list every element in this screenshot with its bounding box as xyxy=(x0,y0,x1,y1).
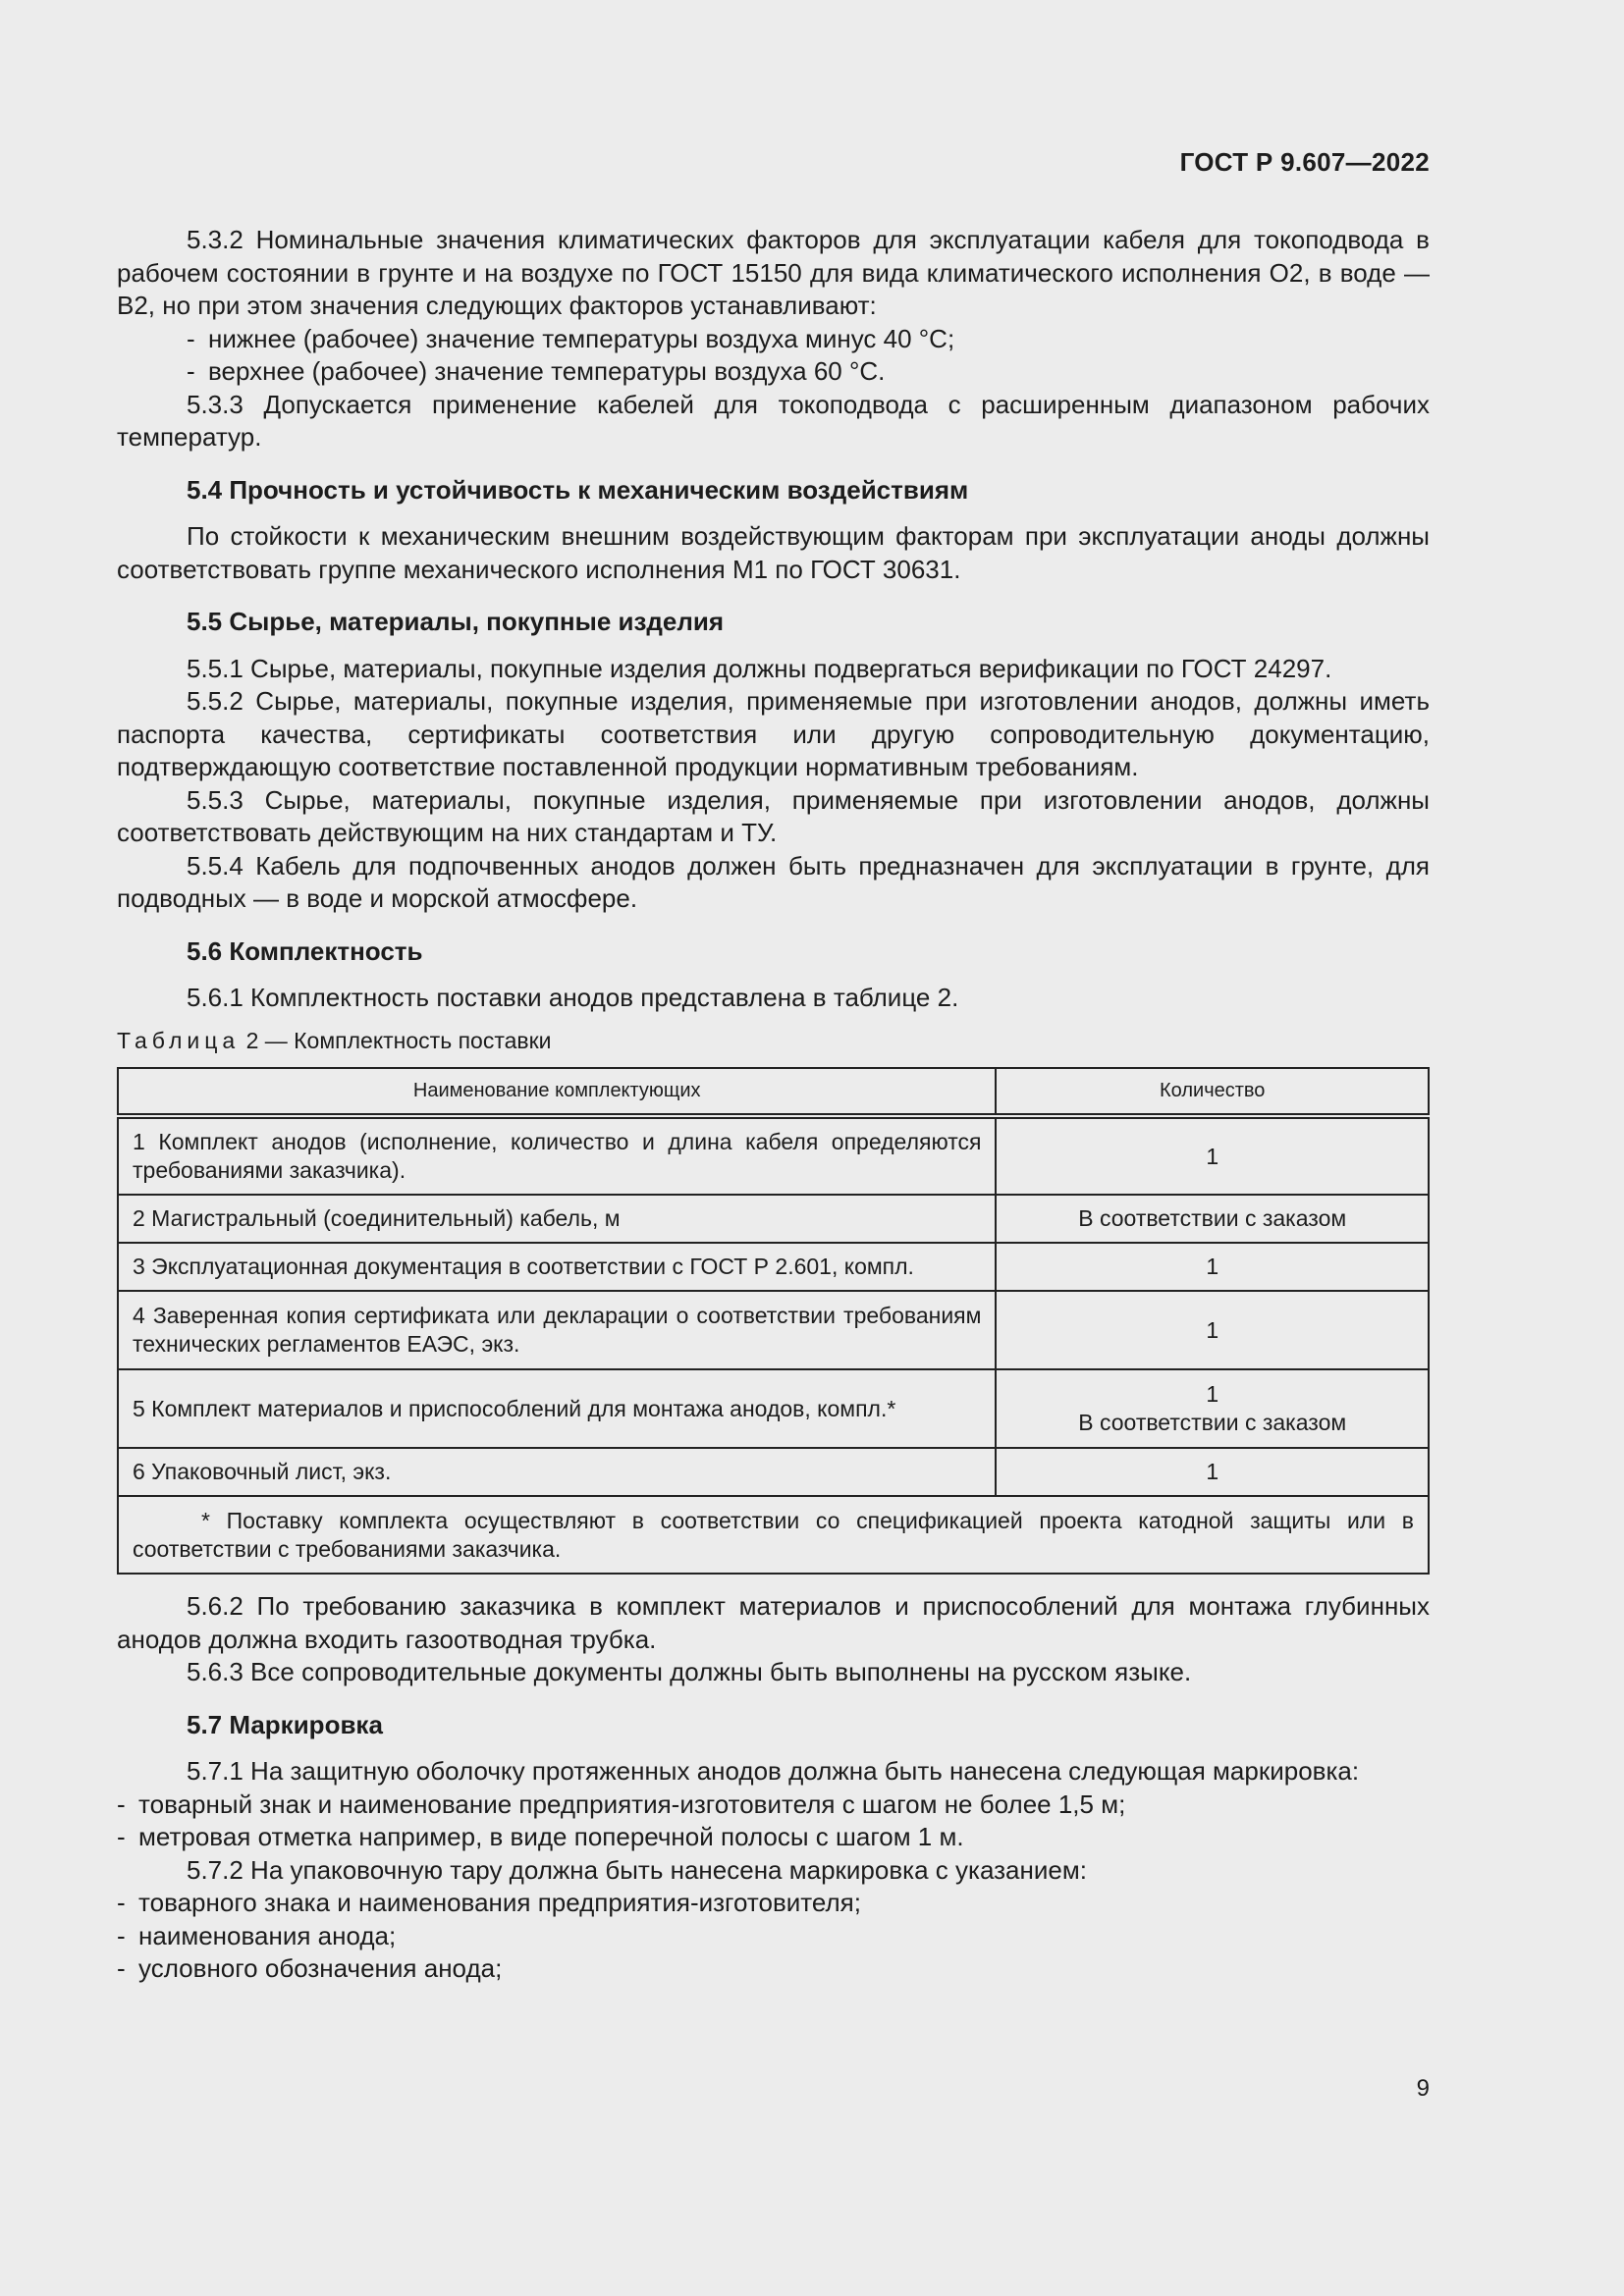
dash-marker: - xyxy=(117,1822,126,1851)
list-item: - наименования анода; xyxy=(117,1920,1430,1953)
table-cell-quantity: 1 В соответствии с заказом xyxy=(996,1369,1429,1448)
list-item: - товарного знака и наименования предприятия-изготовителя; xyxy=(117,1887,1430,1920)
clause-5-6-1: 5.6.1 Комплектность поставки анодов представлена в таблице 2. xyxy=(187,983,959,1012)
clause-5-6-2: 5.6.2 По требованию заказчика в комплект материалов и приспособлений для монтажа глубинных анодов должна входить газоотводная трубка. xyxy=(117,1591,1430,1654)
dash-marker: - xyxy=(117,1888,126,1917)
table-cell-quantity: 1 xyxy=(996,1291,1429,1369)
clause-5-5-4: 5.5.4 Кабель для подпочвенных анодов должен быть предназначен для эксплуатации в грунте, для подводных — в воде и морской атмосфере. xyxy=(117,850,1430,913)
dash-marker: - xyxy=(117,1953,126,1983)
table-cell-name: 6 Упаковочный лист, экз. xyxy=(118,1448,996,1496)
table-cell-quantity: 1 xyxy=(996,1116,1429,1195)
clause-5-3-2: 5.3.2 Номинальные значения климатических факторов для эксплуатации кабеля для токоподвода в рабочем состоянии в грунте и на воздухе по ГОСТ 15150 для вида климатического исполнения О2, в воде — В2, но при этом значения следующих факторов устанавливают: xyxy=(117,225,1430,320)
clause-5-7-1: 5.7.1 На защитную оболочку протяженных анодов должна быть нанесена следующая маркировка: xyxy=(187,1756,1360,1786)
table-footnote-row xyxy=(118,1496,1429,1574)
section-heading-5-4: 5.4 Прочность и устойчивость к механическим воздействиям xyxy=(187,474,969,505)
table-cell-name: 4 Заверенная копия сертификата или декларации о соответствии требованиям технических регламентов ЕАЭС, экз. xyxy=(118,1291,996,1369)
list-item: - верхнее (рабочее) значение температуры воздуха 60 °С. xyxy=(117,355,1430,389)
clause-5-3-3: 5.3.3 Допускается применение кабелей для токоподвода с расширенным диапазоном рабочих температур. xyxy=(117,389,1430,452)
document-header: ГОСТ Р 9.607—2022 xyxy=(1179,147,1430,177)
table-header-row xyxy=(118,1068,1429,1116)
clause-5-5-1: 5.5.1 Сырье, материалы, покупные изделия должны подвергаться верификации по ГОСТ 24297. xyxy=(187,653,1332,683)
section-heading-5-5: 5.5 Сырье, материалы, покупные изделия xyxy=(187,607,725,636)
completeness-table xyxy=(117,1067,1430,1575)
table-footnote: * Поставку комплекта осуществляют в соответствии со спецификацией проекта катодной защиты или в соответствии с требованиями заказчика. xyxy=(118,1496,1429,1574)
clause-5-5-2: 5.5.2 Сырье, материалы, покупные изделия, применяемые при изготовлении анодов, должны иметь паспорта качества, сертификаты соответствия или другую сопроводительную документацию, подтверждающую соответствие поставленной продукции нормативным требованиям. xyxy=(117,686,1430,781)
table-row xyxy=(118,1243,1429,1291)
dash-marker: - xyxy=(117,1789,126,1819)
table-cell-name: 2 Магистральный (соединительный) кабель, м xyxy=(118,1195,996,1243)
dash-marker: - xyxy=(117,1920,126,1950)
table-row xyxy=(118,1195,1429,1243)
dash-marker: - xyxy=(187,356,195,386)
clause-5-7-2: 5.7.2 На упаковочную тару должна быть нанесена маркировка с указанием: xyxy=(187,1854,1087,1885)
table-caption: Таблица 2 — Комплектность поставки xyxy=(117,1027,552,1053)
column-header-name: Наименование комплектующих xyxy=(118,1068,996,1116)
table-cell-name: 3 Эксплуатационная документация в соответствии с ГОСТ Р 2.601, компл. xyxy=(118,1243,996,1291)
table-cell-quantity: 1 xyxy=(996,1243,1429,1291)
table-cell-quantity: 1 xyxy=(996,1448,1429,1496)
list-item: - нижнее (рабочее) значение температуры воздуха минус 40 °С; xyxy=(117,323,1430,356)
column-header-quantity: Количество xyxy=(996,1068,1429,1116)
list-item: - метровая отметка например, в виде поперечной полосы с шагом 1 м. xyxy=(117,1821,1430,1854)
table-row xyxy=(118,1448,1429,1496)
page-number: 9 xyxy=(1416,2075,1430,2102)
clause-5-4-text: По стойкости к механическим внешним воздействующим факторам при эксплуатации аноды должны соответствовать группе механического исполнения М1 по ГОСТ 30631. xyxy=(117,521,1430,584)
table-row xyxy=(118,1116,1429,1195)
section-heading-5-6: 5.6 Комплектность xyxy=(187,935,423,966)
clause-5-5-3: 5.5.3 Сырье, материалы, покупные изделия, применяемые при изготовлении анодов, должны соответствовать действующим на них стандартам и ТУ. xyxy=(117,784,1430,847)
clause-5-6-3: 5.6.3 Все сопроводительные документы должны быть выполнены на русском языке. xyxy=(187,1657,1192,1686)
list-item: - условного обозначения анода; xyxy=(117,1952,1430,1986)
table-row xyxy=(118,1369,1429,1448)
table-cell-name: 5 Комплект материалов и приспособлений для монтажа анодов, компл.* xyxy=(118,1369,996,1448)
table-cell-name: 1 Комплект анодов (исполнение, количество и длина кабеля определяются требованиями заказчика). xyxy=(118,1116,996,1195)
page-content xyxy=(117,224,1430,1986)
table-cell-quantity: В соответствии с заказом xyxy=(996,1195,1429,1243)
dash-marker: - xyxy=(187,323,195,353)
section-heading-5-7: 5.7 Маркировка xyxy=(187,1709,383,1739)
table-row xyxy=(118,1291,1429,1369)
list-item: - товарный знак и наименование предприятия-изготовителя с шагом не более 1,5 м; xyxy=(117,1789,1430,1822)
